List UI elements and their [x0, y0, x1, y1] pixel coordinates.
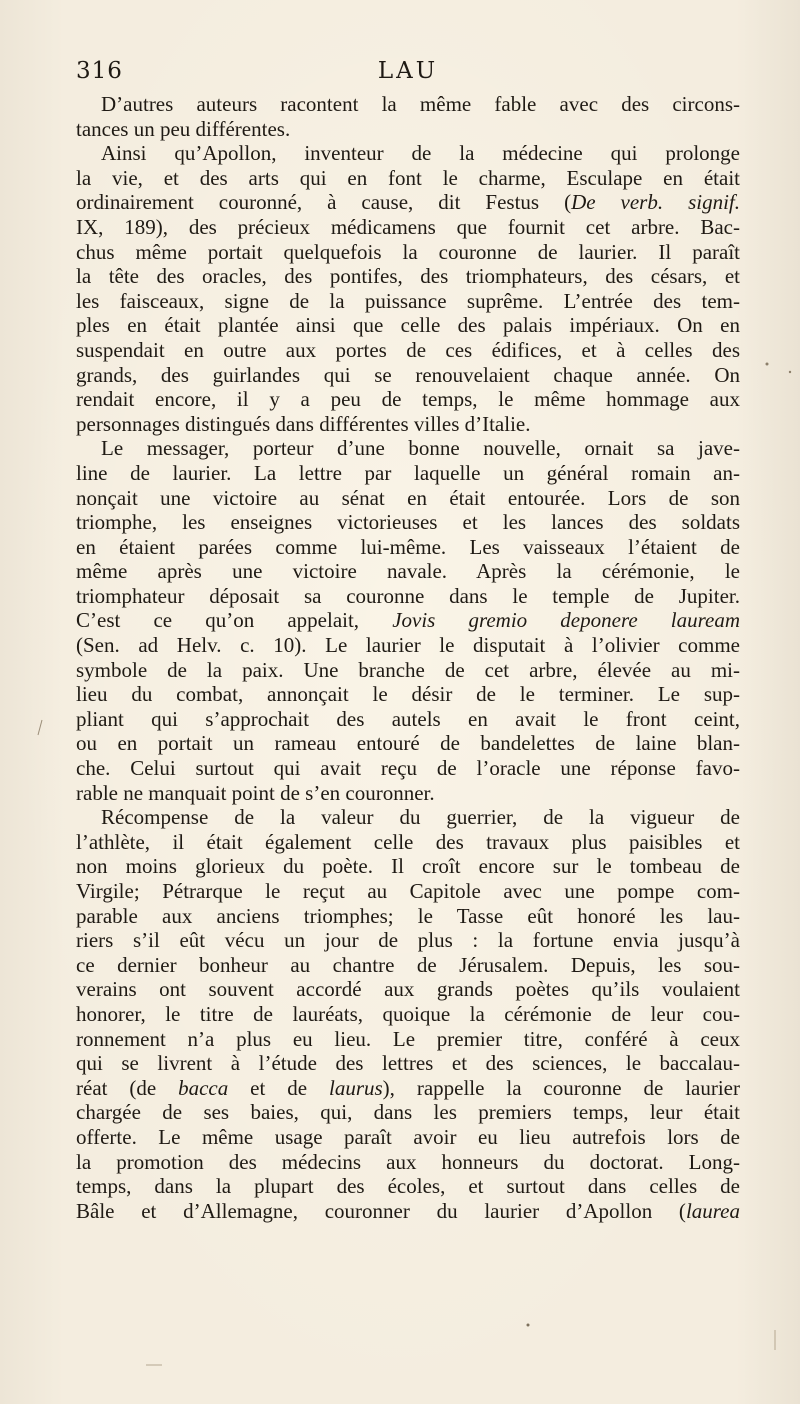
text-line	[76, 1174, 740, 1199]
line-text: ples en était plantée ainsi que celle des palais impériaux. On en	[76, 313, 740, 338]
line-text: D’autres auteurs racontent la même fable avec des circons-	[101, 92, 740, 116]
line-text: rable ne manquait point de s’en couronner.	[76, 780, 435, 805]
line-text: pliant qui s’approchait des autels en avait le front ceint,	[76, 706, 740, 731]
text-line	[76, 289, 740, 314]
text-line	[76, 190, 740, 215]
line-text: en étaient parées comme lui-même. Les vaisseaux l’étaient de	[76, 534, 740, 559]
line-text: la promotion des médecins aux honneurs du doctorat. Long-	[76, 1149, 740, 1174]
text-line	[76, 166, 740, 191]
text-line	[76, 387, 740, 412]
text-line	[76, 608, 740, 633]
text-line	[76, 584, 740, 609]
body-text	[76, 92, 740, 1223]
line-text: triomphateur déposait sa couronne dans le temple de Jupiter.	[76, 583, 740, 608]
line-text: la vie, et des arts qui en font le charme, Esculape en était	[76, 165, 740, 190]
text-line	[76, 658, 740, 683]
text-line	[76, 264, 740, 289]
text-line	[76, 117, 740, 142]
line-group	[76, 1199, 740, 1224]
text-line	[76, 879, 740, 904]
text-line	[76, 707, 740, 732]
line-text: l’athlète, il était également celle des travaux plus paisibles et	[76, 829, 740, 854]
line-text: Le messager, porteur d’une bonne nouvelle, ornait sa jave-	[101, 436, 740, 461]
text-line	[76, 338, 740, 363]
line-text: line de laurier. La lettre par laquelle un général romain an-	[76, 460, 740, 485]
italic-text: De verb. signif.	[571, 190, 741, 215]
line-text: grands, des guirlandes qui se renouvelaient chaque année. On	[76, 362, 740, 387]
line-text: nonçait une victoire au sénat en était entourée. Lors de son	[76, 485, 740, 510]
line-text: tances un peu différentes.	[76, 116, 291, 141]
text-line	[76, 92, 740, 117]
italic-text: laurea	[685, 1198, 740, 1223]
line-text: ordinairement couronné, à cause, dit Festus (	[76, 190, 572, 215]
text-line	[76, 510, 740, 535]
line-text: Bâle et d’Allemagne, couronner du laurier d’Apollon (	[76, 1198, 686, 1223]
text-line	[76, 535, 740, 560]
line-text: Ainsi qu’Apollon, inventeur de la médecine qui prolonge	[101, 141, 740, 166]
line-text: Récompense de la valeur du guerrier, de la vigueur de	[101, 805, 740, 830]
text-line	[76, 904, 740, 929]
text-line	[76, 1027, 740, 1052]
line-text: chargée de ses baies, qui, dans les premiers temps, leur était	[76, 1100, 740, 1125]
line-text: IX, 189), des précieux médicamens que fournit cet arbre. Bac-	[76, 214, 740, 239]
text-line	[76, 412, 740, 437]
line-text: verains ont souvent accordé aux grands poètes qu’ils voulaient	[76, 977, 740, 1002]
text-line	[76, 854, 740, 879]
line-text: symbole de la paix. Une branche de cet arbre, élevée au mi-	[76, 657, 740, 682]
text-line	[76, 215, 740, 240]
line-text: triomphe, les enseignes victorieuses et les lances des soldats	[76, 510, 740, 535]
line-text: chus même portait quelquefois la couronne de laurier. Il paraît	[76, 239, 740, 264]
text-line	[76, 1125, 740, 1150]
line-group	[76, 1076, 740, 1101]
text-line	[76, 633, 740, 658]
text-line	[76, 1150, 740, 1175]
text-line	[76, 1076, 740, 1101]
text-line	[76, 731, 740, 756]
line-text: honorer, le titre de lauréats, quoique la cérémonie de leur cou-	[76, 1001, 740, 1026]
italic-text: Jovis gremio deponere lauream	[392, 608, 740, 633]
line-text: même après une victoire navale. Après la cérémonie, le	[76, 559, 740, 584]
text-line	[76, 977, 740, 1002]
line-text: non moins glorieux du poète. Il croît encore sur le tombeau de	[76, 854, 740, 879]
page-number: 316	[76, 58, 123, 84]
text-line	[76, 1199, 740, 1224]
line-text: réat (de	[76, 1075, 179, 1100]
text-line	[76, 363, 740, 388]
line-text: Virgile; Pétrarque le reçut au Capitole avec une pompe com-	[76, 879, 740, 903]
italic-text: laurus	[328, 1075, 383, 1100]
text-line	[76, 1051, 740, 1076]
line-text: offerte. Le même usage paraît avoir eu lieu autrefois lors de	[76, 1124, 740, 1149]
line-text: parable aux anciens triomphes; le Tasse eût honoré les lau-	[76, 903, 740, 928]
text-line	[76, 756, 740, 781]
italic-text: bacca	[178, 1075, 229, 1100]
line-text: et de	[228, 1075, 329, 1100]
text-line	[76, 682, 740, 707]
text-line	[76, 461, 740, 486]
text-line	[76, 781, 740, 806]
page-header	[76, 58, 740, 88]
line-text: lieu du combat, annonçait le désir de le terminer. Le sup-	[76, 682, 740, 707]
line-group	[76, 608, 740, 633]
line-text: la tête des oracles, des pontifes, des triomphateurs, des césars, et	[76, 264, 740, 289]
line-text: les faisceaux, signe de la puissance suprême. L’entrée des tem-	[76, 288, 740, 313]
line-text: ronnement n’a plus eu lieu. Le premier titre, conféré à ceux	[76, 1026, 740, 1051]
text-line	[76, 805, 740, 830]
line-text: riers s’il eût vécu un jour de plus : la fortune envia jusqu’à	[76, 928, 740, 953]
running-head: LAU	[377, 58, 439, 84]
text-line	[76, 486, 740, 511]
line-text: suspendait en outre aux portes de ces édifices, et à celles des	[76, 337, 740, 362]
text-line	[76, 141, 740, 166]
line-text: C’est ce qu’on appelait,	[76, 608, 393, 633]
line-text: temps, dans la plupart des écoles, et surtout dans celles de	[76, 1174, 740, 1199]
text-line	[76, 1002, 740, 1027]
line-text: ce dernier bonheur au chantre de Jérusalem. Depuis, les sou-	[76, 952, 740, 977]
line-text: rendait encore, il y a peu de temps, le même hommage aux	[76, 387, 740, 412]
text-line	[76, 559, 740, 584]
text-line	[76, 240, 740, 265]
line-group	[76, 190, 740, 215]
line-text: ou en portait un rameau entouré de bandelettes de laine blan-	[76, 731, 740, 756]
text-line	[76, 953, 740, 978]
text-line	[76, 313, 740, 338]
line-text: ), rappelle la couronne de laurier	[382, 1075, 740, 1100]
line-text: che. Celui surtout qui avait reçu de l’oracle une réponse favo-	[76, 756, 740, 781]
text-line	[76, 1100, 740, 1125]
line-text: qui se livrent à l’étude des lettres et des sciences, le baccalau-	[76, 1051, 740, 1076]
line-text: personnages distingués dans différentes villes d’Italie.	[76, 411, 531, 436]
text-line	[76, 830, 740, 855]
line-text: (Sen. ad Helv. c. 10). Le laurier le disputait à l’olivier comme	[76, 633, 740, 658]
text-line	[76, 436, 740, 461]
text-line	[76, 928, 740, 953]
